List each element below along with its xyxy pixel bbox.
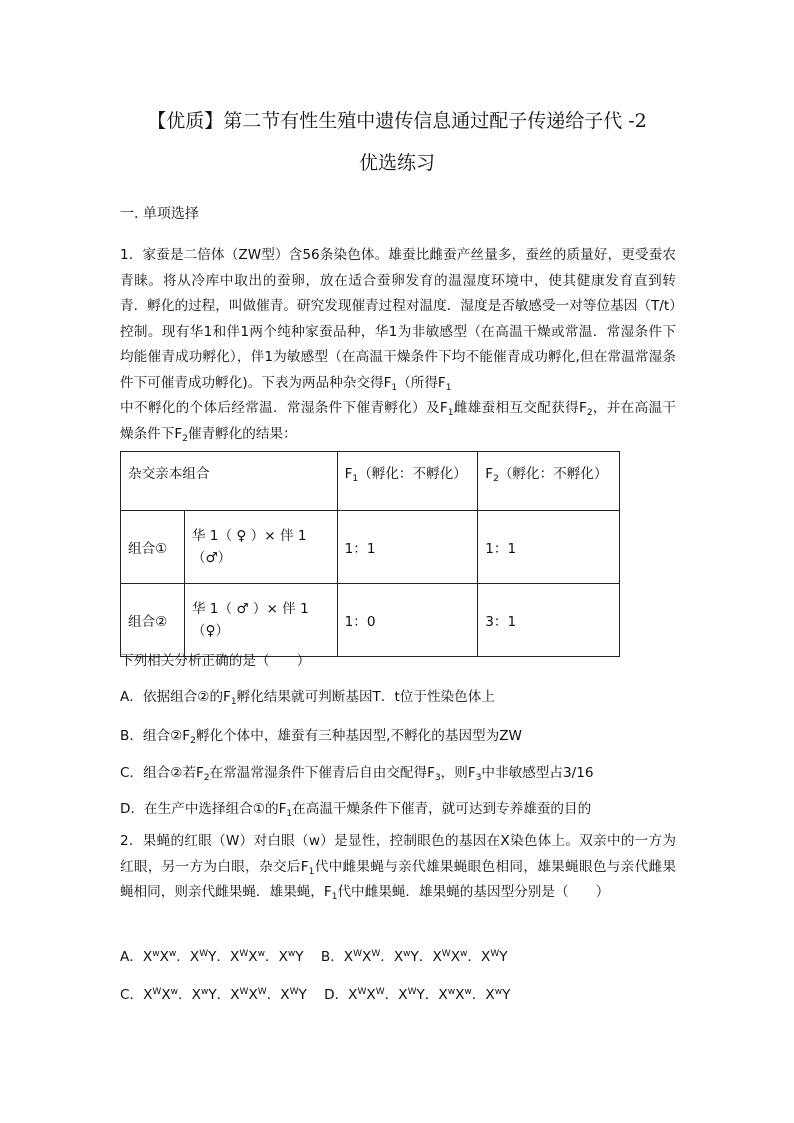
row-f2: 3：1	[478, 584, 620, 657]
superscript: w	[257, 949, 265, 959]
superscript: W	[357, 987, 367, 997]
q2-text-1: 2．果蝇的红眼（W）对白眼（w）是显性，控制眼色的基因在X染色体上。双亲中的一方为红眼，另一方为白眼，杂交后F	[120, 833, 676, 875]
option-c-text: C．组合②若F	[120, 765, 204, 781]
q2-option-a	[120, 949, 304, 965]
x-chrom: X	[398, 987, 408, 1003]
header-f2-ratio: （孵化：不孵化）	[498, 466, 608, 482]
superscript: w	[152, 949, 160, 959]
superscript: W	[371, 949, 381, 959]
option-a-text-2: 孵化结果就可判断基因T．t位于性染色体上	[236, 689, 495, 705]
q2-option-b	[321, 949, 508, 965]
section-heading: 一. 单项选择	[120, 206, 199, 222]
subscript: 1	[331, 892, 338, 902]
superscript: W	[257, 987, 267, 997]
q2-option-d	[324, 987, 510, 1003]
superscript: w	[403, 949, 411, 959]
q1-text-6: 催青孵化的结果：	[187, 425, 297, 442]
superscript: W	[152, 987, 162, 997]
subscript: 1	[391, 382, 398, 393]
page-title: 【优质】第二节有性生殖中遗传信息通过配子传递给子代 -2	[147, 110, 647, 132]
subscript: 1	[445, 382, 452, 393]
question-2-text	[120, 829, 676, 906]
separator: ．	[216, 987, 231, 1003]
option-c-text-4: 中非敏感型占3/16	[481, 765, 594, 781]
header-f1-ratio: （孵化：不孵化）	[358, 466, 467, 482]
q2-option-b-label: B．X	[320, 949, 354, 965]
option-d-text-2: 在高温干燥条件下催青，就可达到专养雄蚕的目的	[292, 801, 592, 817]
separator: ．	[424, 987, 439, 1003]
superscript: w	[168, 949, 177, 959]
y-chrom: Y	[410, 949, 419, 965]
y-chrom: Y	[208, 987, 217, 1003]
y-chrom: Y	[502, 987, 511, 1003]
superscript: w	[460, 949, 468, 959]
y-chrom: Y	[416, 987, 425, 1003]
x-chrom: X	[393, 949, 404, 965]
separator: ．	[471, 987, 486, 1003]
subscript: 2	[182, 433, 188, 444]
superscript: W	[239, 987, 249, 997]
x-chrom: X	[432, 949, 442, 965]
separator: ．	[418, 949, 433, 965]
y-chrom: Y	[208, 949, 217, 965]
subscript: 2	[190, 736, 196, 746]
q1-text-4: 雌雄蚕相互交配获得F	[453, 400, 587, 416]
table-row	[121, 584, 620, 657]
separator: ．	[380, 949, 394, 965]
superscript: w	[200, 987, 209, 997]
separator: ．	[384, 987, 399, 1003]
row-name: 组合②	[121, 584, 185, 657]
row-f1: 1：1	[337, 511, 478, 584]
option-c-text-3: ，则F	[440, 765, 476, 781]
question-1-text	[120, 243, 676, 447]
superscript: W	[441, 949, 451, 959]
header-f2	[478, 452, 620, 511]
x-chrom: X	[191, 987, 201, 1003]
separator: ．	[264, 949, 279, 965]
y-chrom: Y	[298, 987, 307, 1003]
superscript: w	[494, 987, 503, 997]
option-d	[120, 797, 591, 817]
superscript: W	[353, 949, 363, 959]
subscript: 1	[286, 809, 293, 819]
superscript: W	[199, 949, 209, 959]
x-chrom: X	[366, 987, 376, 1003]
superscript: W	[490, 949, 500, 959]
superscript: w	[447, 987, 456, 997]
q2-options-row-1	[120, 945, 508, 965]
x-chrom: X	[230, 987, 240, 1003]
separator: ．	[178, 987, 192, 1003]
superscript: w	[464, 987, 472, 997]
separator: ．	[467, 949, 481, 965]
separator: ．	[266, 987, 281, 1003]
x-chrom: X	[450, 949, 461, 965]
q1-text-3: 中不孵化的个体后经常温．常湿条件下催青孵化）及F	[120, 400, 448, 416]
table-row	[121, 511, 620, 584]
x-chrom: X	[438, 987, 448, 1003]
x-chrom: X	[485, 987, 495, 1003]
subscript: 2	[586, 408, 593, 418]
option-a-text: A．依据组合②的F	[120, 689, 231, 705]
q2-option-c	[120, 987, 307, 1003]
superscript: w	[287, 949, 296, 959]
x-chrom: X	[230, 949, 240, 965]
subscript: 3	[475, 773, 482, 783]
option-b	[120, 724, 522, 744]
table-header-row	[121, 452, 620, 511]
header-f1	[337, 452, 478, 511]
x-chrom: X	[189, 949, 200, 965]
q1-text-2: （所得F	[397, 374, 446, 391]
q2-option-a-label: A．X	[120, 949, 153, 965]
x-chrom: X	[455, 987, 465, 1003]
header-f1-label: F	[344, 466, 353, 482]
subscript: 2	[493, 474, 499, 484]
x-chrom: X	[248, 987, 258, 1003]
question-1-stem: 下列相关分析正确的是（ ）	[120, 653, 311, 669]
x-chrom: X	[362, 949, 372, 965]
x-chrom: X	[161, 987, 171, 1003]
subscript: 3	[434, 773, 441, 783]
superscript: W	[289, 987, 299, 997]
option-a	[120, 685, 495, 705]
option-c	[120, 761, 594, 781]
subscript: 1	[447, 408, 454, 418]
row-cross: 华 1（ ♂ ）× 伴 1（♀）	[184, 584, 337, 657]
y-chrom: Y	[499, 949, 508, 965]
row-f2: 1：1	[478, 511, 620, 584]
superscript: W	[407, 987, 417, 997]
option-b-text-2: 孵化个体中，雄蚕有三种基因型,不孵化的基因型为ZW	[195, 728, 522, 744]
subscript: 1	[352, 474, 359, 484]
row-name: 组合①	[121, 511, 185, 584]
option-b-text: B．组合②F	[120, 728, 191, 744]
x-chrom: X	[248, 949, 258, 965]
header-combo: 杂交亲本组合	[121, 452, 338, 511]
q2-options-row-2	[120, 983, 510, 1003]
separator: ．	[176, 949, 190, 965]
superscript: W	[375, 987, 385, 997]
page-title-line2: 优选练习	[358, 152, 435, 174]
subscript: 1	[308, 866, 315, 877]
option-d-text: D．在生产中选择组合①的F	[120, 801, 287, 817]
x-chrom: X	[159, 949, 169, 965]
x-chrom: X	[278, 949, 288, 965]
q1-text-5: ，并在高温干燥条件下F	[120, 400, 677, 442]
superscript: w	[170, 987, 179, 997]
row-cross: 华 1（ ♀ ）× 伴 1（♂）	[184, 511, 337, 584]
q1-text-1: 1．家蚕是二倍体（ZW型）含56条染色体。雄蚕比雌蚕产丝量多，蚕丝的质量好，更受蚕农青睐。将从冷库中取出的蚕卵，放在适合蚕卵发育的温湿度环境中，使其健康发育直到转青．孵化的过程，叫做催青。研究发现催青过程对温度．湿度是否敏感受一对等位基因（T/t）控制。现有华1和伴1两个纯种家蚕品种，华1为非敏感型（在高温干燥或常温．常湿条件下均能催青成功孵化），伴1为敏感型（在高温干燥条件下均不能催青成功孵化,但在常温常湿条件下可催青成功孵化)。下表为两品种杂交得F	[120, 247, 676, 391]
row-f1: 1：0	[337, 584, 478, 657]
x-chrom: X	[480, 949, 491, 965]
cross-results-table	[120, 451, 620, 657]
subscript: 2	[203, 773, 210, 783]
q2-text-3: 代中雌果蝇．雄果蝇的基因型分别是（ ）	[337, 884, 610, 900]
q2-text-2: 代中雌果蝇与亲代雄果蝇眼色相同，雄果蝇眼色与亲代雌果蝇相同，则亲代雌果蝇．雄果蝇，F	[120, 858, 676, 900]
q2-option-c-label: C．X	[120, 987, 153, 1003]
subscript: 1	[230, 697, 237, 707]
x-chrom: X	[280, 987, 290, 1003]
superscript: W	[239, 949, 249, 959]
q2-option-d-label: D．X	[324, 987, 358, 1003]
separator: ．	[216, 949, 231, 965]
header-f2-label: F	[485, 466, 494, 482]
option-c-text-2: 在常温常湿条件下催青后自由交配得F	[209, 765, 435, 781]
y-chrom: Y	[295, 949, 304, 965]
